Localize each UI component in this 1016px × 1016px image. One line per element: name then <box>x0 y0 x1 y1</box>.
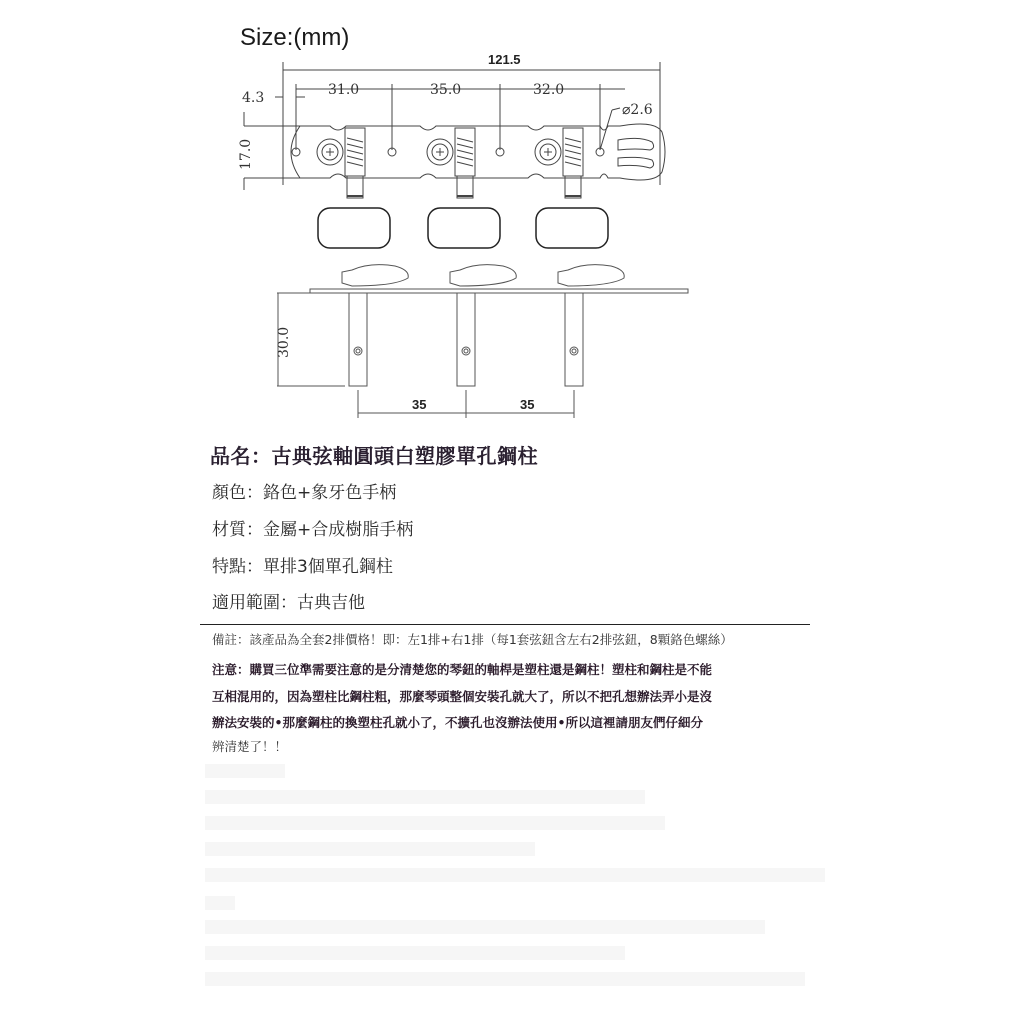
spec-value: 金屬+合成樹脂手柄 <box>263 520 414 540</box>
spec-color <box>212 478 396 503</box>
faded-text-residue <box>205 896 235 910</box>
spec-feature <box>212 552 393 577</box>
notice-end: 辨清楚了！！ <box>212 739 288 754</box>
dim-plate-height: 17.0 <box>238 138 254 170</box>
dim-post-length: 30.0 <box>276 326 292 358</box>
notice-line-1: 注意：購買三位準需要注意的是分清楚您的琴鈕的軸桿是塑柱還是鋼柱！塑柱和鋼柱是不能 <box>212 662 713 677</box>
spec-value: 單排3個單孔鋼柱 <box>263 557 393 577</box>
spec-value: 鉻色+象牙色手柄 <box>263 483 397 503</box>
spec-label: 材質： <box>212 520 263 540</box>
tuner-technical-drawing <box>0 0 1016 430</box>
spec-label: 適用範圍： <box>212 593 297 613</box>
notice-line-2: 互相混用的，因為塑柱比鋼柱粗，那麼琴頭整個安裝孔就大了，所以不把孔想辦法弄小是沒 <box>212 689 713 704</box>
tuner-units-top <box>317 128 608 248</box>
dim-spacing-2: 35.0 <box>430 82 462 98</box>
faded-text-residue <box>205 920 765 934</box>
spec-label: 顏色： <box>212 483 263 503</box>
dim-hole-diameter: ⌀2.6 <box>622 102 653 118</box>
section-divider <box>200 624 810 625</box>
dim-spacing-3: 32.0 <box>533 82 565 98</box>
spec-application <box>212 588 365 613</box>
product-title: 品名：古典弦軸圓頭白塑膠單孔鋼柱 <box>210 444 538 468</box>
faded-text-residue <box>205 764 285 778</box>
remark-text: 備註：該產品為全套2排價格！即：左1排+右1排（每1套弦鈕含左右2排弦鈕，8顆鉻色螺絲） <box>212 632 733 647</box>
faded-text-residue <box>205 868 825 882</box>
notice-line-3: 辦法安裝的•那麼鋼柱的換塑柱孔就小了，不擴孔也沒辦法使用•所以這裡請朋友們仔細分 <box>212 715 703 730</box>
side-view <box>277 265 688 418</box>
faded-text-residue <box>205 790 645 804</box>
dim-spacing-1: 31.0 <box>328 82 360 98</box>
faded-text-residue <box>205 972 805 986</box>
dim-post-spacing-1: 35 <box>412 397 427 412</box>
dim-post-spacing-2: 35 <box>520 397 535 412</box>
spec-value: 古典吉他 <box>297 593 365 613</box>
spec-label: 特點： <box>212 557 263 577</box>
size-title: Size:(mm) <box>240 24 350 51</box>
spec-material <box>212 515 413 540</box>
faded-text-residue <box>205 946 625 960</box>
dim-overall-length: 121.5 <box>488 52 521 67</box>
faded-text-residue <box>205 816 665 830</box>
dim-edge-offset: 4.3 <box>242 90 265 106</box>
faded-text-residue <box>205 842 535 856</box>
